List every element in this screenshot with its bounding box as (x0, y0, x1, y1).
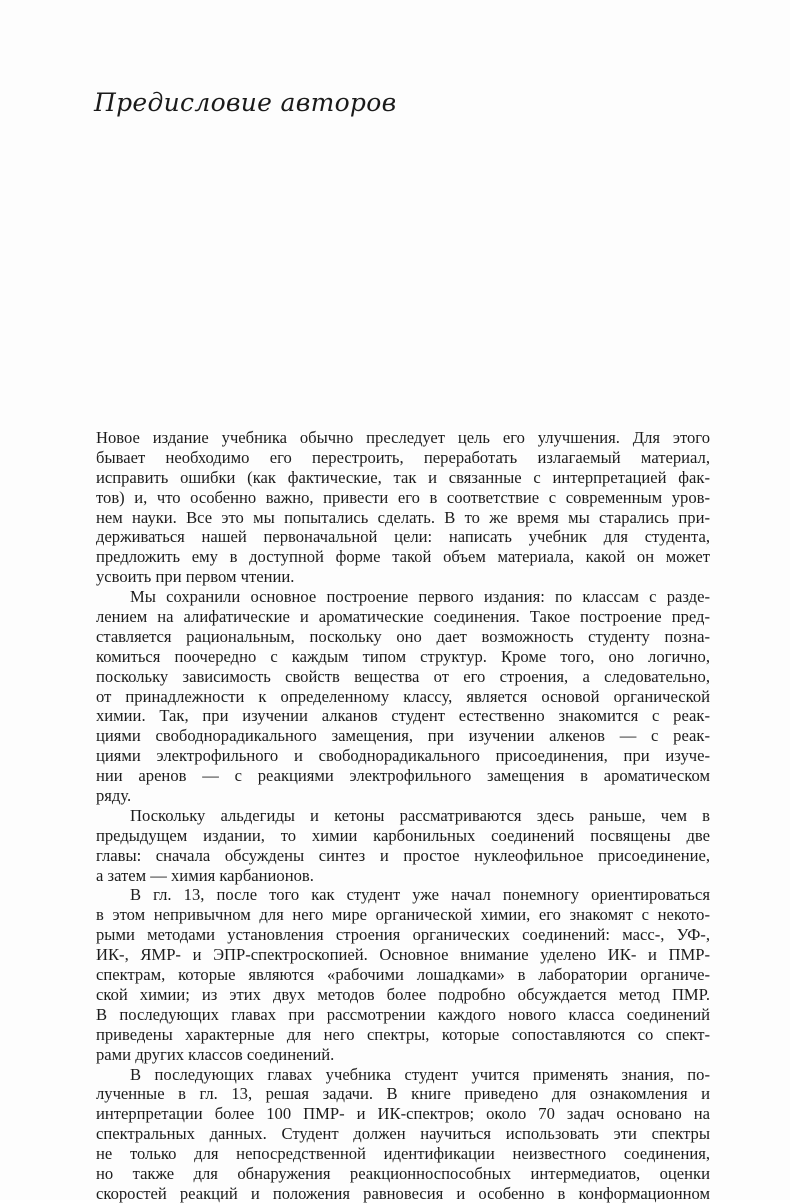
text-line: рыми методами установления строения органических соединений: масс-, УФ-, (96, 925, 710, 945)
text-line: а затем — химия карбанионов. (96, 865, 314, 885)
text-line: Новое издание учебника обычно преследует цель его улучшения. Для этого (96, 428, 710, 447)
text-line: бывает необходимо его перестроить, переработать излагаемый материал, (96, 447, 710, 467)
text-line: Мы сохранили основное построение первого издания: по классам с разде- (130, 587, 710, 607)
text-line: не только для непосредственной идентификации неизвестного соединения, (96, 1144, 710, 1164)
text-line: химии. Так, при изучении алканов студент естественно знакомится с реак- (96, 706, 710, 726)
paragraph (96, 1065, 710, 1204)
text-line: ставляется рациональным, поскольку оно дает возможность студенту позна- (96, 626, 710, 646)
paragraph (96, 806, 710, 886)
text-line: комиться поочередно с каждым типом структур. Кроме того, оно логично, (96, 646, 710, 666)
preface-body (96, 428, 710, 1204)
text-line: циями электрофильного и свободнорадикального присоединения, при изуче- (96, 746, 710, 766)
text-line: ской химии; из этих двух методов более подробно обсуждается метод ПМР. (96, 984, 710, 1004)
text-line: циями свободнорадикального замещения, при изучении алкенов — с реак- (96, 726, 710, 746)
text-line: в этом непривычном для него мире органической химии, его знакомят с некото- (96, 905, 710, 925)
text-line: от принадлежности к определенному классу, является основой органической (96, 686, 710, 706)
text-line: лением на алифатические и ароматические соединения. Такое построение пред- (96, 607, 710, 627)
text-line: поскольку зависимость свойств вещества от его строения, а следовательно, (96, 666, 710, 686)
text-line: интерпретации более 100 ПМР- и ИК-спектров; около 70 задач основано на (96, 1104, 710, 1124)
text-line: нии аренов — с реакциями электрофильного замещения в ароматическом (96, 766, 710, 786)
text-line: спектральных данных. Студент должен научиться использовать эти спектры (96, 1124, 710, 1144)
text-line: Поскольку альдегиды и кетоны рассматриваются здесь раньше, чем в (130, 805, 710, 825)
paragraph (96, 587, 710, 806)
text-line: предыдущем издании, то химии карбонильных соединений посвящены две (96, 825, 710, 845)
text-line: держиваться нашей первоначальной цели: написать учебник для студента, (96, 527, 710, 547)
chapter-title: Предисловие авторов (94, 88, 397, 117)
text-line: но также для обнаружения реакционноспособных интермедиатов, оценки (96, 1163, 710, 1183)
text-line: лученные в гл. 13, решая задачи. В книге приведено для ознакомления и (96, 1084, 710, 1104)
text-line: В последующих главах при рассмотрении каждого нового класса соединений (96, 1004, 710, 1024)
text-line: усвоить при первом чтении. (96, 567, 295, 587)
text-line: В гл. 13, после того как студент уже начал понемногу ориентироваться (130, 885, 710, 905)
paragraph (96, 428, 710, 587)
text-line: нем науки. Все это мы попытались сделать. В то же время мы старались при- (96, 507, 710, 527)
text-line: В последующих главах учебника студент учится применять знания, по- (130, 1064, 710, 1084)
text-line: главы: сначала обсуждены синтез и простое нуклеофильное присоединение, (96, 845, 710, 865)
text-line: ряду. (96, 786, 132, 806)
text-line: рами других классов соединений. (96, 1044, 335, 1064)
text-line: приведены характерные для него спектры, которые сопоставляются со спект- (96, 1024, 710, 1044)
text-line: ИК-, ЯМР- и ЭПР-спектроскопией. Основное внимание уделено ИК- и ПМР- (96, 945, 710, 965)
text-line: предложить ему в доступной форме такой объем материала, какой он может (96, 547, 710, 567)
text-line: скоростей реакций и положения равновесия и особенно в конформационном (96, 1183, 710, 1203)
text-line: тов) и, что особенно важно, привести его в соответствие с современным уров- (96, 487, 710, 507)
text-line: исправить ошибки (как фактические, так и связанные с интерпретацией фак- (96, 467, 710, 487)
paragraph (96, 885, 710, 1064)
text-line: спектрам, которые являются «рабочими лошадками» в лаборатории органиче- (96, 965, 710, 985)
